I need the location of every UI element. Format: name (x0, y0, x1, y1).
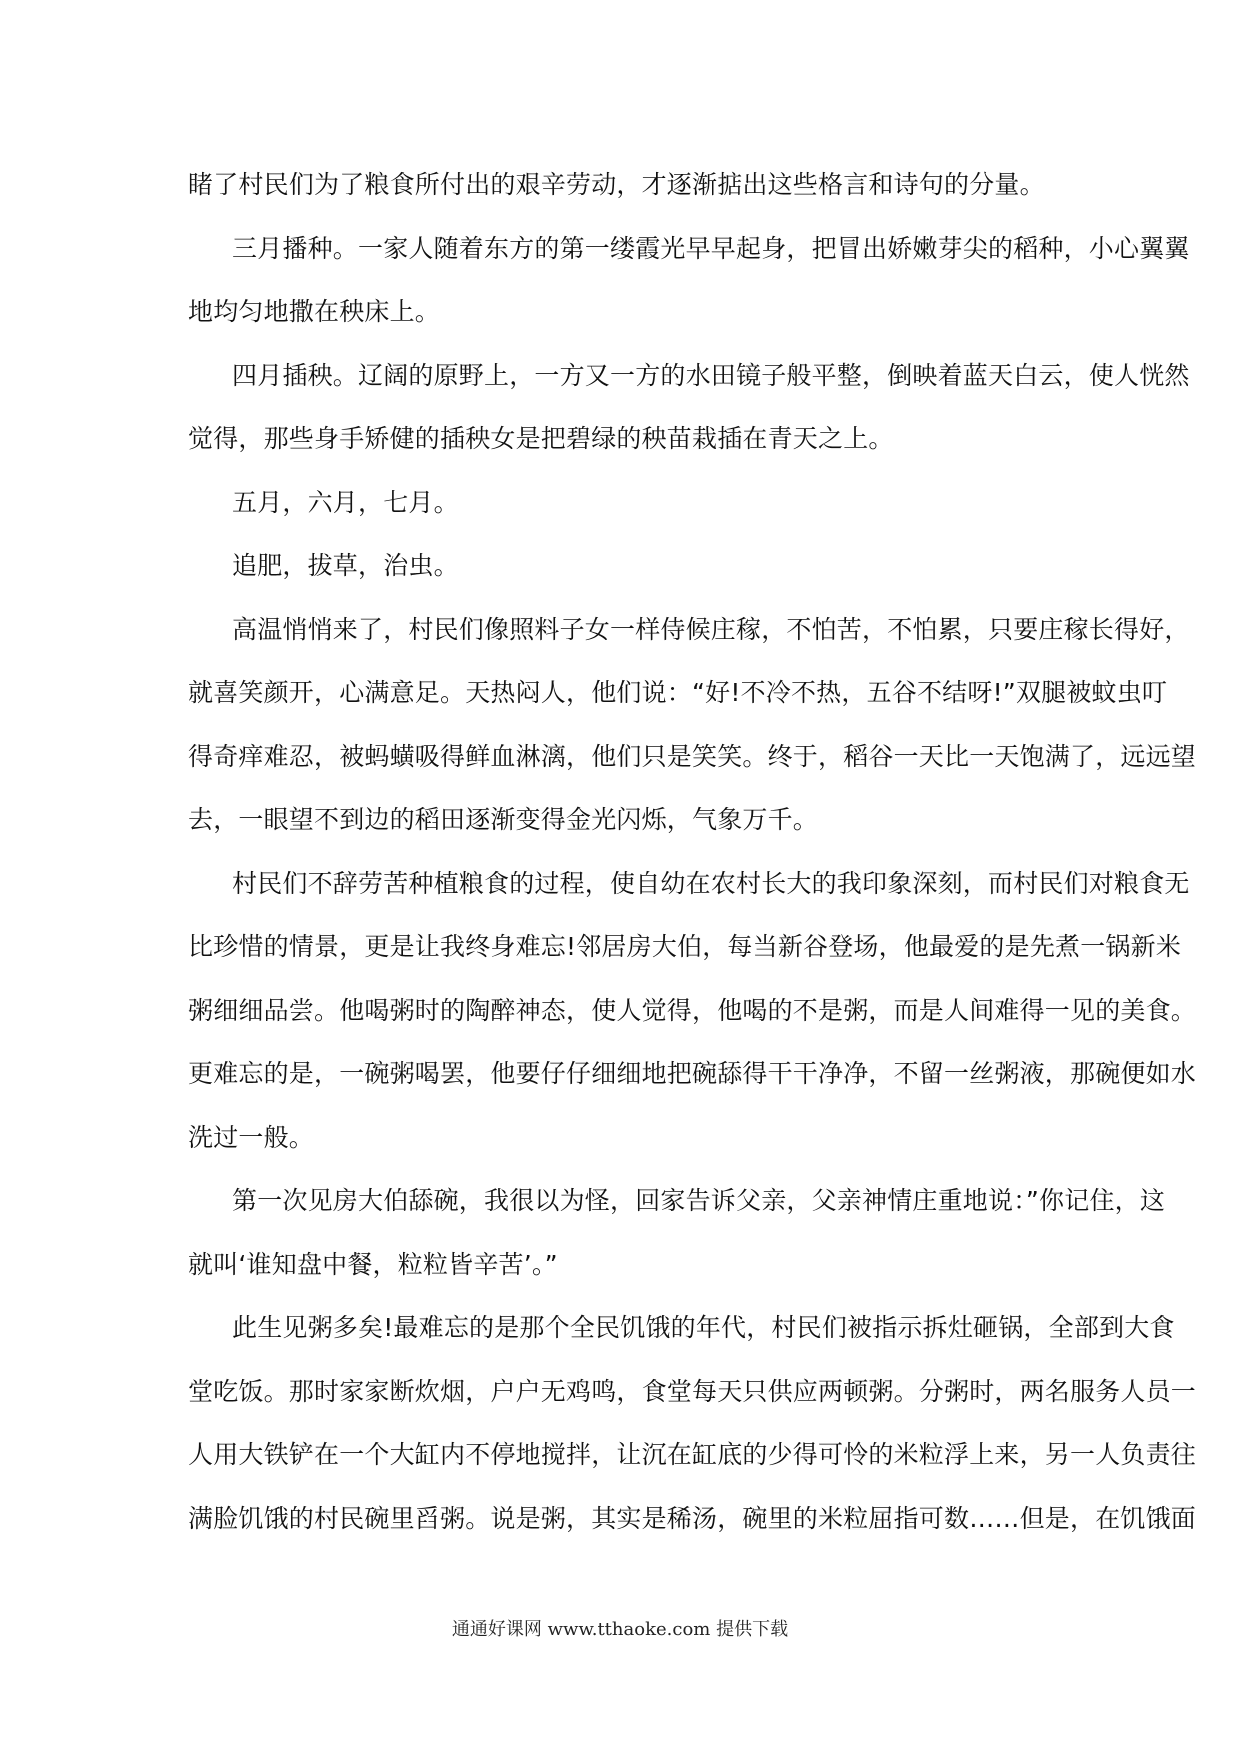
paragraph-line: 五月，六月，七月。 (232, 487, 459, 517)
paragraph-line: 村民们不辞劳苦种植粮食的过程，使自幼在农村长大的我印象深刻，而村民们对粮食无 (232, 868, 1190, 898)
paragraph-line: 第一次见房大伯舔碗，我很以为怪，回家告诉父亲，父亲神情庄重地说：”你记住，这 (232, 1186, 1166, 1215)
paragraph-line: 睹了村民们为了粮食所付出的艰辛劳动，才逐渐掂出这些格言和诗句的分量。 (188, 170, 1045, 199)
paragraph-line: 就叫‘谁知盘中餐，粒粒皆辛苦’。” (188, 1249, 558, 1279)
paragraph-line: 得奇痒难忍，被蚂蟥吸得鲜血淋漓，他们只是笑笑。终于，稻谷一天比一天饱满了，远远望 (188, 741, 1197, 771)
paragraph-line: 满脸饥饿的村民碗里舀粥。说是粥，其实是稀汤，碗里的米粒屈指可数……但是，在饥饿面 (188, 1503, 1197, 1533)
article-body (188, 153, 1197, 1550)
paragraph-line: 粥细细品尝。他喝粥时的陶醉神态，使人觉得，他喝的不是粥，而是人间难得一见的美食。 (188, 995, 1197, 1025)
paragraph-line: 比珍惜的情景，更是让我终身难忘!邻居房大伯，每当新谷登场，他最爱的是先煮一锅新米 (188, 932, 1182, 961)
paragraph-line: 就喜笑颜开，心满意足。天热闷人，他们说：“好!不冷不热，五谷不结呀!”双腿被蚊虫叮 (188, 678, 1168, 707)
paragraph-line: 四月插秧。辽阔的原野上，一方又一方的水田镜子般平整，倒映着蓝天白云，使人恍然 (232, 360, 1190, 390)
paragraph-line: 更难忘的是，一碗粥喝罢，他要仔仔细细地把碗舔得干干净净，不留一丝粥液，那碗便如水 (188, 1059, 1197, 1088)
paragraph-line: 追肥，拔草，治虫。 (232, 551, 459, 580)
paragraph-line: 去，一眼望不到边的稻田逐渐变得金光闪烁，气象万千。 (188, 805, 819, 834)
paragraph-line: 堂吃饭。那时家家断炊烟，户户无鸡鸣，食堂每天只供应两顿粥。分粥时，两名服务人员一 (188, 1376, 1197, 1406)
paragraph-line: 三月播种。一家人随着东方的第一缕霞光早早起身，把冒出娇嫩芽尖的稻种，小心翼翼 (232, 233, 1190, 263)
paragraph-line: 此生见粥多矣!最难忘的是那个全民饥饿的年代，村民们被指示拆灶砸锅，全部到大食 (232, 1313, 1175, 1342)
paragraph-line: 高温悄悄来了，村民们像照料子女一样侍候庄稼，不怕苦，不怕累，只要庄稼长得好， (232, 614, 1190, 644)
page-footer: 通通好课网 www.tthaoke.com 提供下载 (451, 1619, 789, 1640)
paragraph-line: 人用大铁铲在一个大缸内不停地搅拌，让沉在缸底的少得可怜的米粒浮上来，另一人负责往 (188, 1440, 1197, 1469)
paragraph-line: 洗过一般。 (188, 1122, 315, 1152)
paragraph-line: 觉得，那些身手矫健的插秧女是把碧绿的秧苗栽插在青天之上。 (188, 424, 894, 453)
paragraph-line: 地均匀地撒在秧床上。 (188, 297, 441, 326)
